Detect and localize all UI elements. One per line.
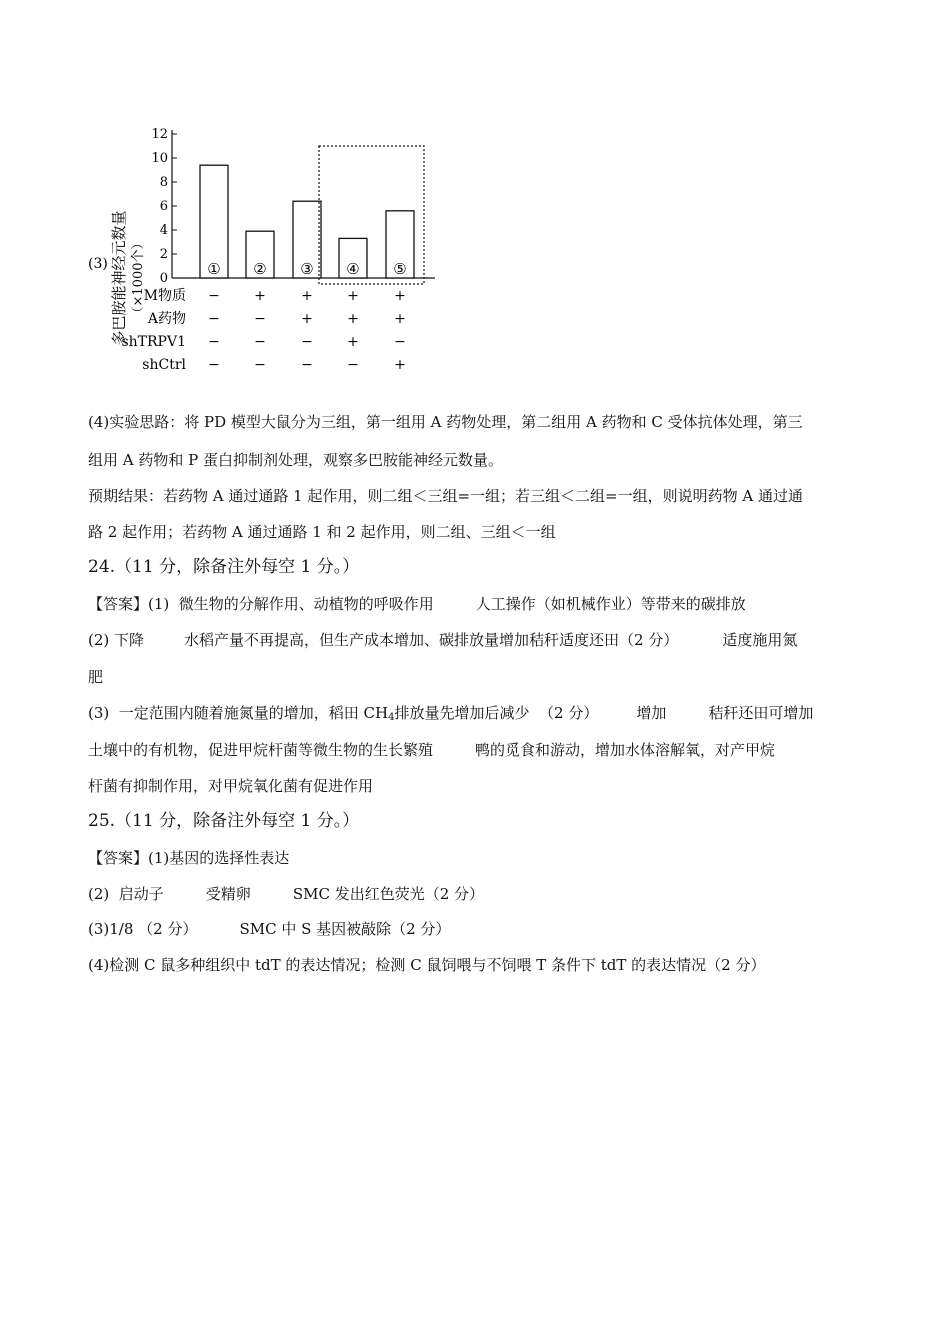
q24-a3-c: 秸秆还田可增加 bbox=[708, 704, 814, 722]
q24-a1-prefix: 【答案】(1) 微生物的分解作用、动植物的呼吸作用 bbox=[88, 595, 434, 613]
bar-chart bbox=[80, 120, 460, 380]
q25-a3-a: (3)1/8 （2 分） bbox=[88, 920, 198, 938]
q24-answer3-line2 bbox=[88, 740, 775, 760]
q25-answer3 bbox=[88, 919, 450, 939]
q24-a3-a2: 排放量先增加后减少 （2 分） bbox=[394, 704, 599, 722]
q24-a3-line2b: 鸭的觅食和游动，增加水体溶解氧，对产甲烷 bbox=[475, 741, 776, 759]
y-tick-label: 2 bbox=[159, 247, 168, 262]
condition-mark: + bbox=[254, 288, 266, 304]
q24-answer2-cont: 肥 bbox=[88, 668, 104, 686]
y-tick-label: 6 bbox=[159, 199, 168, 214]
condition-mark: − bbox=[347, 357, 359, 373]
y-tick-label: 8 bbox=[159, 175, 168, 190]
q24-a2-a: (2) 下降 bbox=[88, 631, 145, 649]
q24-a3-sub: 4 bbox=[388, 712, 395, 723]
y-axis-unit: （×1000个） bbox=[131, 236, 146, 320]
q25-answer1: 【答案】(1)基因的选择性表达 bbox=[88, 849, 290, 867]
condition-mark: + bbox=[301, 311, 313, 327]
condition-mark: + bbox=[347, 288, 359, 304]
condition-mark: + bbox=[394, 311, 406, 327]
part4-line1: (4)实验思路：将 PD 模型大鼠分为三组，第一组用 A 药物处理，第二组用 A 药物和 C 受体抗体处理，第三 bbox=[88, 413, 803, 431]
condition-mark: + bbox=[347, 334, 359, 350]
condition-mark: − bbox=[208, 334, 220, 350]
bar-category-label: ② bbox=[253, 260, 267, 278]
q24-a3-a: (3) 一定范围内随着施氮量的增加，稻田 CH bbox=[88, 704, 389, 722]
q24-a2-b: 水稻产量不再提高，但生产成本增加、碳排放量增加秸秆适度还田（2 分） bbox=[184, 631, 679, 649]
y-tick-label: 10 bbox=[151, 151, 168, 166]
y-tick-label: 12 bbox=[151, 127, 168, 142]
q25-a3-b: SMC 中 S 基因被敲除（2 分） bbox=[239, 920, 451, 938]
part4-line2: 组用 A 药物和 P 蛋白抑制剂处理，观察多巴胺能神经元数量。 bbox=[88, 451, 504, 469]
q24-a3-line2a: 土壤中的有机物，促进甲烷杆菌等微生物的生长繁殖 bbox=[88, 741, 434, 759]
bar-category-label: ⑤ bbox=[393, 260, 407, 278]
q25-a2-c: SMC 发出红色荧光（2 分） bbox=[292, 885, 485, 903]
condition-mark: − bbox=[394, 334, 406, 350]
condition-mark: − bbox=[208, 288, 220, 304]
q24-header: 24.（11 分，除备注外每空 1 分。） bbox=[88, 557, 360, 577]
q24-answer2 bbox=[88, 630, 797, 650]
condition-mark: + bbox=[301, 288, 313, 304]
condition-mark: + bbox=[394, 357, 406, 373]
condition-mark: − bbox=[254, 357, 266, 373]
q24-a3-b: 增加 bbox=[636, 704, 667, 722]
part4-line4: 路 2 起作用；若药物 A 通过通路 1 和 2 起作用，则二组、三组＜一组 bbox=[88, 523, 556, 541]
condition-mark: − bbox=[254, 311, 266, 327]
q25-a2-b: 受精卵 bbox=[205, 885, 251, 903]
q24-answer3 bbox=[88, 703, 813, 728]
condition-row-label: shTRPV1 bbox=[121, 334, 186, 350]
condition-mark: − bbox=[254, 334, 266, 350]
q25-header: 25.（11 分，除备注外每空 1 分。） bbox=[88, 811, 360, 831]
y-tick-label: 0 bbox=[159, 271, 168, 286]
bar-category-label: ① bbox=[207, 260, 221, 278]
q24-answer1 bbox=[88, 594, 746, 614]
y-tick-label: 4 bbox=[159, 223, 168, 238]
bar-category-label: ③ bbox=[300, 260, 314, 278]
q25-answer2 bbox=[88, 884, 484, 904]
q25-answer4: (4)检测 C 鼠多种组织中 tdT 的表达情况；检测 C 鼠饲喂与不饲喂 T 条件下 tdT 的表达情况（2 分） bbox=[88, 956, 766, 974]
condition-row-label: shCtrl bbox=[142, 357, 186, 373]
chart-bars bbox=[200, 146, 424, 284]
bar-category-label: ④ bbox=[346, 260, 360, 278]
condition-row-label: A药物 bbox=[147, 311, 186, 327]
part4-line3: 预期结果：若药物 A 通过通路 1 起作用，则二组＜三组=一组；若三组＜二组=一组，则说明药物 A 通过通 bbox=[88, 487, 803, 505]
condition-table bbox=[121, 287, 405, 373]
q25-a2-a: (2) 启动子 bbox=[88, 885, 164, 903]
part3-label: (3) bbox=[88, 256, 108, 272]
q24-a2-c: 适度施用氮 bbox=[722, 631, 798, 649]
condition-mark: + bbox=[347, 311, 359, 327]
q24-a1-b: 人工操作（如机械作业）等带来的碳排放 bbox=[475, 595, 746, 613]
condition-row-label: M物质 bbox=[143, 288, 186, 304]
condition-mark: − bbox=[208, 311, 220, 327]
condition-mark: − bbox=[301, 357, 313, 373]
y-axis-label: 多巴胺能神经元数量 bbox=[110, 210, 128, 346]
condition-mark: + bbox=[394, 288, 406, 304]
condition-mark: − bbox=[208, 357, 220, 373]
q24-answer3-line3: 杆菌有抑制作用，对甲烷氧化菌有促进作用 bbox=[88, 777, 374, 795]
condition-mark: − bbox=[301, 334, 313, 350]
